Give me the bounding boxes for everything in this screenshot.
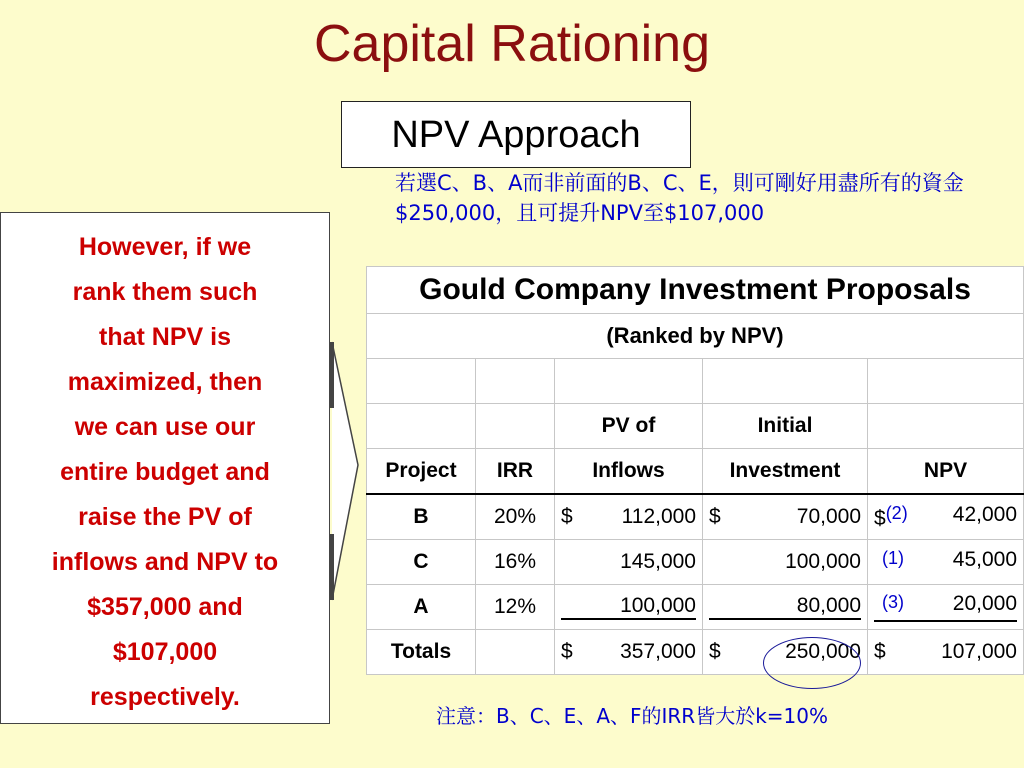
cell-npv-symbol: $ xyxy=(874,640,886,663)
cell-inv: 70,000 xyxy=(796,505,861,528)
cell-irr: 16% xyxy=(476,540,555,585)
header-npv: NPV xyxy=(868,449,1024,495)
header-project: Project xyxy=(367,449,476,495)
cell-irr: 20% xyxy=(476,494,555,540)
cell-inv: 100,000 xyxy=(785,550,861,573)
cell-npv: 107,000 xyxy=(941,640,1017,663)
cell-npv: 45,000 xyxy=(952,548,1017,571)
empty-cell xyxy=(555,359,703,404)
cell-pv: 357,000 xyxy=(620,640,696,663)
explanation-box xyxy=(0,212,330,724)
cell-pv-symbol: $ xyxy=(561,640,573,663)
subtitle-text: NPV Approach xyxy=(391,114,641,156)
note-bottom: 注意：B、C、E、A、F的IRR皆大於k=10% xyxy=(436,704,828,728)
cell-pv: 112,000 xyxy=(621,505,696,528)
highlight-circle xyxy=(763,637,861,689)
cell-project: B xyxy=(367,494,476,540)
header-pv-line1: PV of xyxy=(555,404,703,449)
explanation-line: entire budget and xyxy=(60,458,270,486)
table-row-totals xyxy=(367,630,1024,675)
rank-label: (3) xyxy=(882,592,904,612)
explanation-line: respectively. xyxy=(90,683,240,711)
header-inv-line2: Investment xyxy=(703,449,868,495)
explanation-line: maximized, then xyxy=(67,368,263,396)
explanation-line: we can use our xyxy=(74,413,256,441)
empty-cell xyxy=(367,404,476,449)
table-subtitle: (Ranked by NPV) xyxy=(367,314,1024,359)
cell-project: A xyxy=(367,585,476,630)
table-row xyxy=(367,540,1024,585)
empty-cell xyxy=(868,359,1024,404)
explanation-line: $107,000 xyxy=(112,638,218,666)
cell-totals-label: Totals xyxy=(367,630,476,675)
header-irr: IRR xyxy=(476,449,555,495)
header-pv-line2: Inflows xyxy=(555,449,703,495)
cell-inv: 80,000 xyxy=(796,594,861,617)
explanation-line: that NPV is xyxy=(99,323,231,351)
empty-cell xyxy=(476,404,555,449)
note-top: 若選C、B、A而非前面的B、C、E，則可剛好用盡所有的資金$250,000，且可提升NPV至$107,000 xyxy=(395,171,964,225)
table-row xyxy=(367,585,1024,630)
rank-label: (1) xyxy=(882,548,904,568)
rank-label: (2) xyxy=(885,503,908,523)
subtitle-box xyxy=(341,101,691,168)
cell-npv: 42,000 xyxy=(952,503,1017,526)
cell-project: C xyxy=(367,540,476,585)
empty-cell xyxy=(868,404,1024,449)
explanation-line: $357,000 and xyxy=(87,593,243,621)
table-title: Gould Company Investment Proposals xyxy=(367,267,1024,314)
explanation-line: inflows and NPV to xyxy=(51,548,279,576)
cell-inv-symbol: $ xyxy=(709,640,721,663)
explanation-line: raise the PV of xyxy=(78,503,252,531)
cell-pv: 100,000 xyxy=(620,594,696,617)
cell-irr: 12% xyxy=(476,585,555,630)
empty-cell xyxy=(367,359,476,404)
explanation-line: However, if we xyxy=(78,233,252,261)
cell-npv-symbol: $ xyxy=(874,507,886,530)
cell-inv-symbol: $ xyxy=(709,505,721,528)
table-row xyxy=(367,494,1024,540)
header-inv-line1: Initial xyxy=(703,404,868,449)
proposals-table xyxy=(366,266,1024,675)
cell-npv: 20,000 xyxy=(952,592,1017,615)
empty-cell xyxy=(476,359,555,404)
empty-cell xyxy=(703,359,868,404)
cell-pv-symbol: $ xyxy=(561,505,573,528)
pointer-arrow-icon xyxy=(330,340,370,610)
explanation-line: rank them such xyxy=(72,278,258,306)
slide-title: Capital Rationing xyxy=(313,15,711,73)
cell-pv: 145,000 xyxy=(620,550,696,573)
cell-inv: 250,000 xyxy=(785,640,861,663)
empty-cell xyxy=(476,630,555,675)
